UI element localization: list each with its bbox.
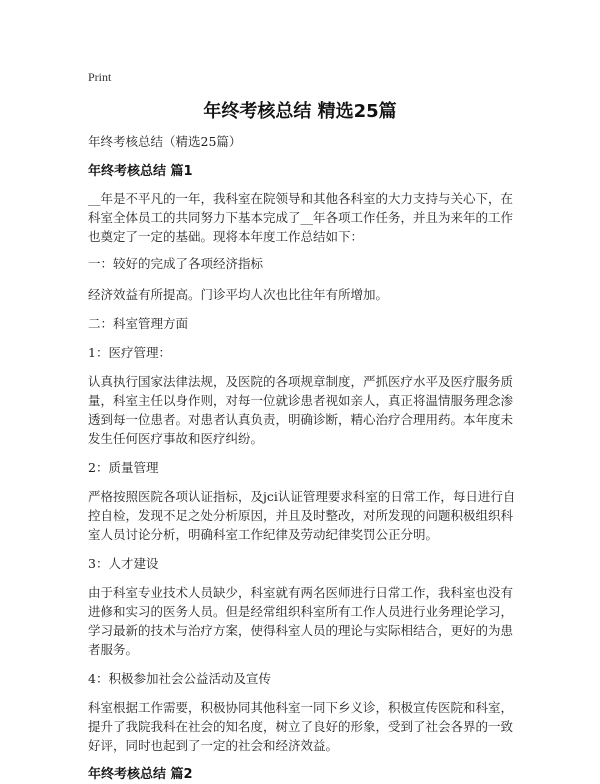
item2-heading: 2：质量管理	[88, 460, 159, 475]
document-subtitle: 年终考核总结（精选25篇）	[88, 134, 242, 149]
part1-paragraph: 经济效益有所提高。门诊平均人次也比往年有所增加。	[88, 287, 389, 302]
part1-heading: 一：较好的完成了各项经济指标	[88, 256, 264, 271]
item1-paragraph: 认真执行国家法律法规，及医院的各项规章制度，严抓医疗水平及医疗服务质量，科室主任以身作则，对每一位就诊患者视如亲人，真正将温情服务理念渗透到每一位患者。对患者认真负责，明确诊断，精心治疗合理用药。本年度未发生任何医疗事故和医疗纠纷。	[88, 374, 514, 446]
item3-paragraph: 由于科室专业技术人员缺少，科室就有两名医师进行日常工作，我科室也没有进修和实习的医务人员。但是经常组织科室所有工作人员进行业务理论学习，学习最新的技术与治疗方案，使得科室人员的理论与实际相结合，更好的为患者服务。	[88, 585, 514, 657]
item3-heading: 3：人才建设	[88, 556, 159, 571]
print-link[interactable]: Print	[88, 70, 112, 84]
page-title: 年终考核总结 精选25篇	[203, 101, 397, 122]
intro-paragraph: __年是不平凡的一年，我科室在院领导和其他各科室的大力支持与关心下，在科室全体员工的共同努力下基本完成了__年各项工作任务，并且为来年的工作也奠定了一定的基础。现将本年度工作总结如下：	[88, 191, 514, 244]
item2-paragraph: 严格按照医院各项认证指标，及jci认证管理要求科室的日常工作，每日进行自控自检，发现不足之处分析原因，并且及时整改，对所发现的问题积极组织科室人员讨论分析，明确科室工作纪律及劳动纪律奖罚公正分明。	[88, 489, 516, 542]
item4-paragraph: 科室根据工作需要，积极协同其他科室一同下乡义诊，积极宣传医院和科室，提升了我院我科在社会的知名度，树立了良好的形象，受到了社会各界的一致好评，同时也起到了一定的社会和经济效益。	[88, 700, 514, 753]
section-heading-2: 年终考核总结 篇2	[88, 767, 193, 782]
section-heading-1: 年终考核总结 篇1	[88, 164, 193, 179]
document-body	[88, 132, 516, 784]
item4-heading: 4：积极参加社会公益活动及宣传	[88, 671, 271, 686]
part2-heading: 二：科室管理方面	[88, 316, 189, 331]
item1-heading: 1：医疗管理：	[88, 345, 171, 360]
